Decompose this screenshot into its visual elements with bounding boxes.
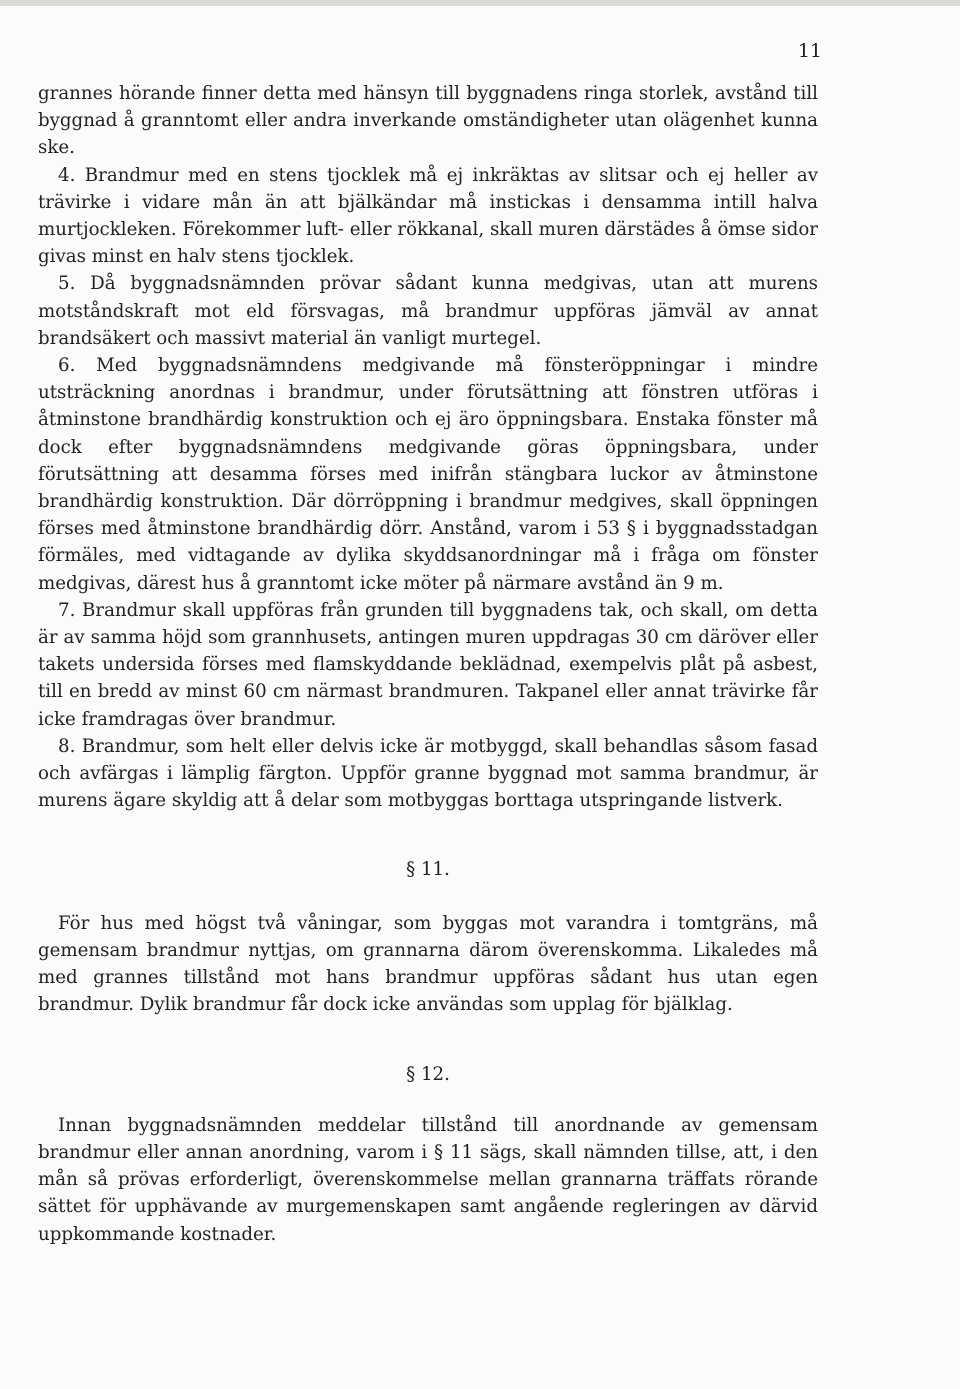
paragraph-item-5: 5. Då byggnadsnämnden prövar sådant kunna medgivas, utan att murens motståndskraft mot eld försvagas, må brandmur uppföras jämväl av annat brandsäkert och massivt material än vanligt murtegel. — [38, 273, 818, 349]
paragraph-item-4: 4. Brandmur med en stens tjocklek må ej inkräktas av slitsar och ej heller av trävirke i vidare mån än att bjälkändar må instickas i densamma intill halva murtjockleken. Förekommer luft- eller rökkanal, skall muren därstädes å ömse sidor givas minst en halv stens tjocklek. — [38, 164, 818, 268]
page-top-edge — [0, 0, 960, 6]
paragraph-continuation: grannes hörande finner detta med hänsyn till byggnadens ringa storlek, avstånd till byggnad å granntomt eller andra inverkande omständigheter utan olägenhet kunna ske. — [38, 83, 818, 159]
paragraph-item-6: 6. Med byggnadsnämndens medgivande må fönsteröppningar i mindre utsträckning anordnas i brandmur, under förutsättning att fönstren utföras i åtminstone brandhärdig konstruktion och ej äro öppningsbara. Enstaka fönster må dock efter byggnadsnämndens medgivande göras öppningsbara, under förutsättning att desamma förses med inifrån stängbara luckor av åtminstone brandhärdig konstruktion. Där dörröppning i brandmur medgives, skall öppningen förses med åtminstone brandhärdig dörr. Anstånd, varom i 53 § i byggnadsstadgan förmäles, med vidtagande av dylika skyddsanordningar må i fråga om fönster medgivas, därest hus å granntomt icke möter på närmare avstånd än 9 m. — [38, 355, 818, 594]
paragraph-item-8: 8. Brandmur, som helt eller delvis icke är motbyggd, skall behandlas såsom fasad och avfärgas i lämplig färgton. Uppför granne byggnad mot samma brandmur, är murens ägare skyldig att å delar som motbyggas borttaga utspringande listverk. — [38, 735, 818, 812]
page-number: 11 — [797, 40, 822, 62]
section-11-text: För hus med högst två våningar, som byggas mot varandra i tomtgräns, må gemensam brandmur nyttjas, om grannarna därom överenskomma. Likaledes må med grannes tillstånd mot hans brandmur uppföras sådant hus utan egen brandmur. Dylik brandmur får dock icke användas som upplag för bjälklag. — [38, 912, 818, 1016]
document-body — [38, 80, 818, 1248]
section-12-text: Innan byggnadsnämnden meddelar tillstånd till anordnande av gemensam brandmur eller annan anordning, varom i § 11 sägs, skall nämnden tillse, att, i den mån så prövas erforderligt, överenskommelse mellan grannarna träffats rörande sättet för upphävande av murgemenskapen samt angående regleringen av därvid uppkommande kostnader. — [38, 1114, 818, 1245]
section-12-heading: § 12. — [406, 1063, 450, 1085]
paragraph-item-7: 7. Brandmur skall uppföras från grunden till byggnadens tak, och skall, om detta är av samma höjd som grannhusets, antingen muren uppdragas 30 cm däröver eller takets undersida förses med flamskyddande beklädnad, exempelvis plåt på asbest, till en bredd av minst 60 cm närmast brandmuren. Takpanel eller annat trävirke får icke framdragas över brandmur. — [38, 599, 818, 730]
section-11-heading: § 11. — [406, 859, 450, 881]
